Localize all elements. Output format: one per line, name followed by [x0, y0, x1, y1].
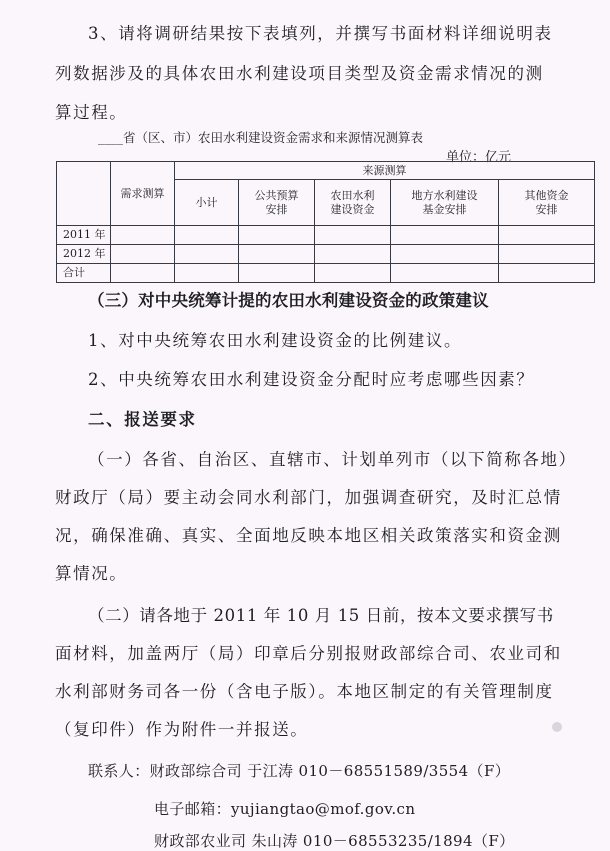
report-requirements-heading: 二、报送要求	[88, 410, 197, 429]
contact-email: 电子邮箱：yujiangtao@mof.gov.cn	[154, 800, 416, 818]
row-label-2011: 2011 年	[57, 226, 111, 245]
subheader-other-fund: 其他资金 安排	[499, 180, 595, 226]
paragraph-2-line-2: 面材料，加盖两厅（局）印章后分别报财政部综合司、农业司和	[55, 644, 562, 663]
table-row	[57, 245, 595, 264]
subheader-public-budget: 公共预算 安排	[239, 180, 315, 226]
row-label-2012: 2012 年	[57, 245, 111, 264]
paragraph-2-line-4: （复印件）作为附件一并报送。	[55, 720, 309, 739]
funding-table	[56, 161, 595, 283]
table-row	[57, 264, 595, 283]
contact-line-3: 财政部农业司 朱山涛 010－68553235/1894（F）	[154, 832, 515, 850]
intro-line-2: 列数据涉及的具体农田水利建设项目类型及资金需求情况的测	[55, 64, 544, 83]
subheader-subtotal: 小计	[175, 180, 239, 226]
section-3-heading: （三）对中央统筹计提的农田水利建设资金的政策建议	[88, 291, 489, 310]
header-demand: 需求测算	[111, 162, 175, 226]
paragraph-1-line-3: 况，确保准确、真实、全面地反映本地区相关政策落实和资金测	[55, 526, 562, 545]
section-3-item-2: 2、中央统筹农田水利建设资金分配时应考虑哪些因素？	[88, 370, 535, 389]
subheader-farmland-fund: 农田水利 建设资金	[315, 180, 391, 226]
paragraph-1-line-4: 算情况。	[55, 564, 128, 583]
ink-spot	[552, 722, 562, 732]
table-corner-cell	[57, 162, 111, 226]
subheader-local-fund: 地方水利建设 基金安排	[391, 180, 499, 226]
paragraph-1-line-1: （一）各省、自治区、直辖市、计划单列市（以下简称各地）	[88, 450, 577, 469]
table-caption: ____省（区、市）农田水利建设资金需求和来源情况测算表	[98, 130, 424, 145]
intro-line-3: 算过程。	[55, 103, 128, 122]
section-3-item-1: 1、对中央统筹农田水利建设资金的比例建议。	[88, 331, 463, 350]
header-sources: 来源测算	[175, 162, 595, 180]
intro-line-1: 3、请将调研结果按下表填列，并撰写书面材料详细说明表	[88, 24, 553, 43]
contact-line-1: 联系人：财政部综合司 于江涛 010－68551589/3554（F）	[88, 762, 511, 780]
paragraph-1-line-2: 财政厅（局）要主动会同水利部门，加强调查研究，及时汇总情	[55, 488, 562, 507]
table-unit: 单位：亿元	[446, 150, 512, 165]
table-row	[57, 226, 595, 245]
paragraph-2-line-1: （二）请各地于 2011 年 10 月 15 日前，按本文要求撰写书	[88, 606, 554, 625]
paragraph-2-line-3: 水利部财务司各一份（含电子版）。本地区制定的有关管理制度	[55, 682, 554, 701]
row-label-total: 合计	[57, 264, 111, 283]
